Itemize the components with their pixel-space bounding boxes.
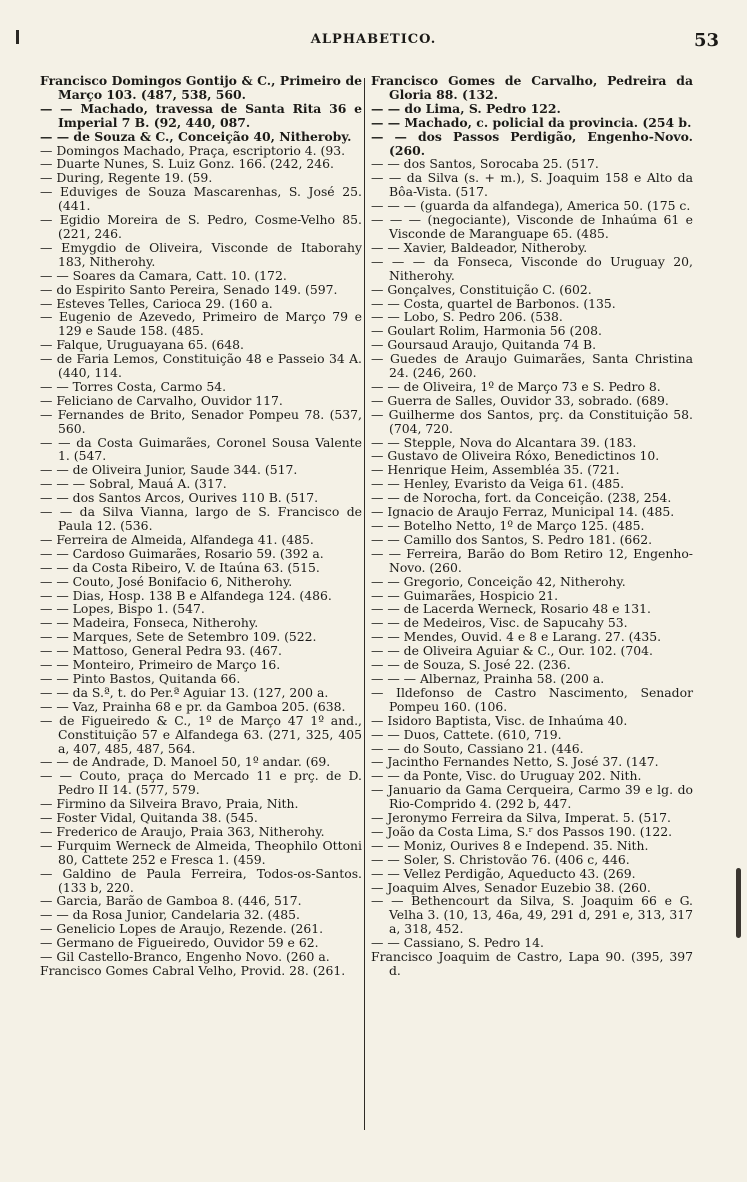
directory-entry: — — — da Fonseca, Visconde do Uruguay 20, Nitherohy. [371,253,693,283]
directory-entry: — — — (negociante), Visconde de Inhaúma 61 e Visconde de Maranguape 65. (485. [371,212,693,241]
directory-entry: — Gil Castello-Branco, Engenho Novo. (260 a. [40,949,330,965]
directory-entry: — — Botelho Netto, 1º de Março 125. (485. [371,518,645,533]
directory-entry: — Ildefonso de Castro Nascimento, Senador Pompeu 160. (106. [371,684,693,714]
directory-entry: — — Cardoso Guimarães, Rosario 59. (392 a. [40,545,324,561]
directory-entry: — Ferreira de Almeida, Alfandega 41. (485. [40,531,314,547]
directory-entry: — — Couto, praça do Mercado 11 e prç. de D. Pedro II 14. (577, 579. [40,768,362,798]
directory-entry: — — Xavier, Baldeador, Nitheroby. [371,239,588,255]
directory-entry: — Garcia, Barão de Gamboa 8. (446, 517. [40,893,302,909]
directory-entry: — — do Souto, Cassiano 21. (446. [371,740,584,756]
directory-entry: — — da S.ª, t. do Per.ª Aguiar 13. (127, 200 a. [40,684,329,700]
directory-entry: — — de Souza & C., Conceição 40, Nitheroby. [40,128,352,144]
page-header [0,30,747,54]
directory-entry: — — de Oliveira Aguiar & C., Our. 102. (704. [371,643,653,659]
directory-entry: — Foster Vidal, Quitanda 38. (545. [40,810,258,826]
directory-entry: — — Camillo dos Santos, S. Pedro 181. (662. [371,531,653,547]
directory-entry: — — — Albernaz, Prainha 58. (200 a. [371,670,605,686]
directory-entry: — de Faria Lemos, Constituição 48 e Passeio 34 A. (440, 114. [40,351,362,381]
directory-entry: — — dos Santos Arcos, Ourives 110 B. (517. [40,490,319,506]
directory-entry: — Joaquim Alves, Senador Euzebio 38. (260. [371,879,651,895]
directory-entry: — — Stepple, Nova do Alcantara 39. (183. [371,434,637,450]
directory-entry: — — Torres Costa, Carmo 54. [40,378,227,394]
directory-entry: — — Monteiro, Primeiro de Março 16. [40,657,281,673]
directory-entry: — Galdino de Paula Ferreira, Todos-os-Santos. (133 b, 220. [40,865,362,895]
directory-entry: — — — (guarda da alfandega), America 50. (175 c. [371,198,691,214]
directory-entry: — Guerra de Salles, Ouvidor 33, sobrado. (689. [371,392,669,408]
directory-entry: Francisco Joaquim de Castro, Lapa 90. (395, 397 d. [371,949,693,978]
directory-entry: — — Duos, Cattete. (610, 719. [371,726,562,742]
running-title: ALPHABETICO. [310,32,437,47]
directory-entry: — — — Sobral, Mauá A. (317. [40,476,227,492]
directory-entry: — — da Silva Vianna, largo de S. Francisco de Paula 12. (536. [40,504,362,533]
directory-entry: — Ignacio de Araujo Ferraz, Municipal 14. (485. [371,504,675,520]
directory-entry: — Eugenio de Azevedo, Primeiro de Março 79 e 129 e Saude 158. (485. [40,309,362,339]
directory-entry: Francisco Gomes de Carvalho, Pedreira da Gloria 88. (132. [371,73,693,102]
directory-entry: — — da Silva (s. + m.), S. Joaquim 158 e Alto da Bôa-Vista. (517. [371,170,693,200]
column-divider [364,78,365,1130]
directory-entry: — do Espirito Santo Pereira, Senado 149. (597. [40,281,338,297]
directory-entry: — — Lobo, S. Pedro 206. (538. [371,309,563,325]
directory-entry: — — de Oliveira, 1º de Março 73 e S. Pedro 8. [371,378,661,394]
directory-entry: — Genelicio Lopes de Araujo, Rezende. (261. [40,921,324,937]
directory-entry: — — do Lima, S. Pedro 122. [371,100,561,116]
directory-entry: — Gonçalves, Constituição C. (602. [371,281,592,297]
directory-entry: — During, Regente 19. (59. [40,170,213,186]
directory-entry: — Eduviges de Souza Mascarenhas, S. José 25. (441. [40,184,362,214]
page-edge-mark [736,868,741,938]
directory-entry: — — de Oliveira Junior, Saude 344. (517. [40,462,298,478]
directory-entry: — — dos Passos Perdigão, Engenho-Novo. (260. [371,128,693,158]
directory-entry: — — Henley, Evaristo da Veiga 61. (485. [371,476,625,492]
directory-entry: — Goursaud Araujo, Quitanda 74 B. [371,337,597,353]
directory-entry: — — Pinto Bastos, Quitanda 66. [40,670,241,686]
directory-entry: — — Mattoso, General Pedra 93. (467. [40,643,282,659]
directory-entry: — de Figueiredo & C., 1º de Março 47 1º and., Constituição 57 e Alfandega 63. (271, 325, 405 a, 407, 485, 487, 564. [40,712,362,756]
directory-entry: — Domingos Machado, Praça, escriptorio 4. (93. [40,142,346,158]
directory-entry: — Gustavo de Oliveira Róxo, Benedictinos 10. [371,448,660,464]
directory-entry: — Jeronymo Ferreira da Silva, Imperat. 5. (517. [371,810,671,826]
directory-entry: — — Dias, Hosp. 138 B e Alfandega 124. (486. [40,587,332,603]
directory-entry: — — de Souza, S. José 22. (236. [371,657,571,673]
directory-entry: — Furquim Werneck de Almeida, Theophilo Ottoni 80, Cattete 252 e Fresca 1. (459. [40,837,362,867]
directory-entry: — — Couto, José Bonifacio 6, Nitherohy. [40,573,293,589]
directory-entry: — — Moniz, Ourives 8 e Independ. 35. Nith. [371,837,649,853]
directory-entry: — Emygdio de Oliveira, Visconde de Itaborahy 183, Nitherohy. [40,239,362,269]
directory-entry: — — Madeira, Fonseca, Nitherohy. [40,615,259,631]
directory-entry: — — Mendes, Ouvid. 4 e 8 e Larang. 27. (435. [371,629,662,645]
directory-entry: — — da Rosa Junior, Candelaria 32. (485. [40,907,300,923]
directory-entry: — — de Norocha, fort. da Conceição. (238, 254. [371,490,672,506]
directory-entry: — Esteves Telles, Carioca 29. (160 a. [40,295,273,311]
directory-entry: — — da Costa Guimarães, Coronel Sousa Valente 1. (547. [40,434,362,464]
left-column [40,74,362,978]
directory-entry: — — Machado, c. policial da provincia. (254 b. [371,114,692,130]
directory-entry: — — Marques, Sete de Setembro 109. (522. [40,629,317,645]
directory-entry: — — Soares da Camara, Catt. 10. (172. [40,267,287,283]
directory-entry: — Jacintho Fernandes Netto, S. José 37. (147. [371,754,659,770]
directory-entry: — — Soler, S. Christovão 76. (406 c, 446. [371,851,630,867]
directory-entry: — — Cassiano, S. Pedro 14. [371,935,544,951]
directory-entry: — — Bethencourt da Silva, S. Joaquim 66 e G. Velha 3. (10, 13, 46a, 49, 291 d, 291 e, 313, 317 a, 318, 452. [371,893,693,937]
directory-entry: — — dos Santos, Sorocaba 25. (517. [371,156,599,172]
directory-entry: — — Costa, quartel de Barbonos. (135. [371,295,616,311]
directory-entry: — Egidio Moreira de S. Pedro, Cosme-Velho 85. (221, 246. [40,212,362,241]
directory-entry: — — Lopes, Bispo 1. (547. [40,601,205,617]
directory-entry: — Henrique Heim, Assembléa 35. (721. [371,462,620,478]
directory-entry: — Frederico de Araujo, Praia 363, Nitherohy. [40,823,325,839]
directory-entry: — João da Costa Lima, S.ʳ dos Passos 190. (122. [371,823,673,839]
directory-entry: — Januario da Gama Cerqueira, Carmo 39 e lg. do Rio-Comprido 4. (292 b, 447. [371,782,693,812]
directory-entry: — Fernandes de Brito, Senador Pompeu 78. (537, 560. [40,406,362,436]
directory-entry: — Goulart Rolim, Harmonia 56 (208. [371,323,602,339]
directory-entry: — — de Medeiros, Visc. de Sapucahy 53. [371,615,628,631]
directory-entry: — — Guimarães, Hospicio 21. [371,587,559,603]
directory-entry: — Feliciano de Carvalho, Ouvidor 117. [40,392,283,408]
directory-entry: — Duarte Nunes, S. Luiz Gonz. 166. (242, 246. [40,156,334,172]
directory-entry: — — Gregorio, Conceição 42, Nitherohy. [371,573,626,589]
directory-entry: — — da Ponte, Visc. do Uruguay 202. Nith. [371,768,642,784]
directory-entry: — Guedes de Araujo Guimarães, Santa Christina 24. (246, 260. [371,351,693,381]
directory-entry: — — Machado, travessa de Santa Rita 36 e Imperial 7 B. (92, 440, 087. [40,100,362,130]
right-column [371,74,693,978]
directory-entry: — Germano de Figueiredo, Ouvidor 59 e 62. [40,935,319,951]
directory-entry: — — Vaz, Prainha 68 e pr. da Gamboa 205. (638. [40,698,346,714]
page-number: 53 [693,30,719,51]
directory-entry: — — de Andrade, D. Manoel 50, 1º andar. (69. [40,754,331,770]
directory-entry: — — Ferreira, Barão do Bom Retiro 12, Engenho-Novo. (260. [371,545,693,575]
directory-entry: Francisco Gomes Cabral Velho, Provid. 28. (261. [40,963,346,978]
directory-entry: — — da Costa Ribeiro, V. de Itaúna 63. (515. [40,559,320,575]
directory-entry: — Guilherme dos Santos, prç. da Constituição 58. (704, 720. [371,406,693,436]
directory-entry: — Isidoro Baptista, Visc. de Inhaúma 40. [371,712,628,728]
directory-entry: — Falque, Uruguayana 65. (648. [40,337,244,353]
directory-entry: — — de Lacerda Werneck, Rosario 48 e 131. [371,601,651,617]
directory-entry: — Firmino da Silveira Bravo, Praia, Nith. [40,796,299,812]
directory-entry: — — Vellez Perdigão, Aqueducto 43. (269. [371,865,636,881]
directory-entry: Francisco Domingos Gontijo & C., Primeiro de Março 103. (487, 538, 560. [40,73,362,102]
